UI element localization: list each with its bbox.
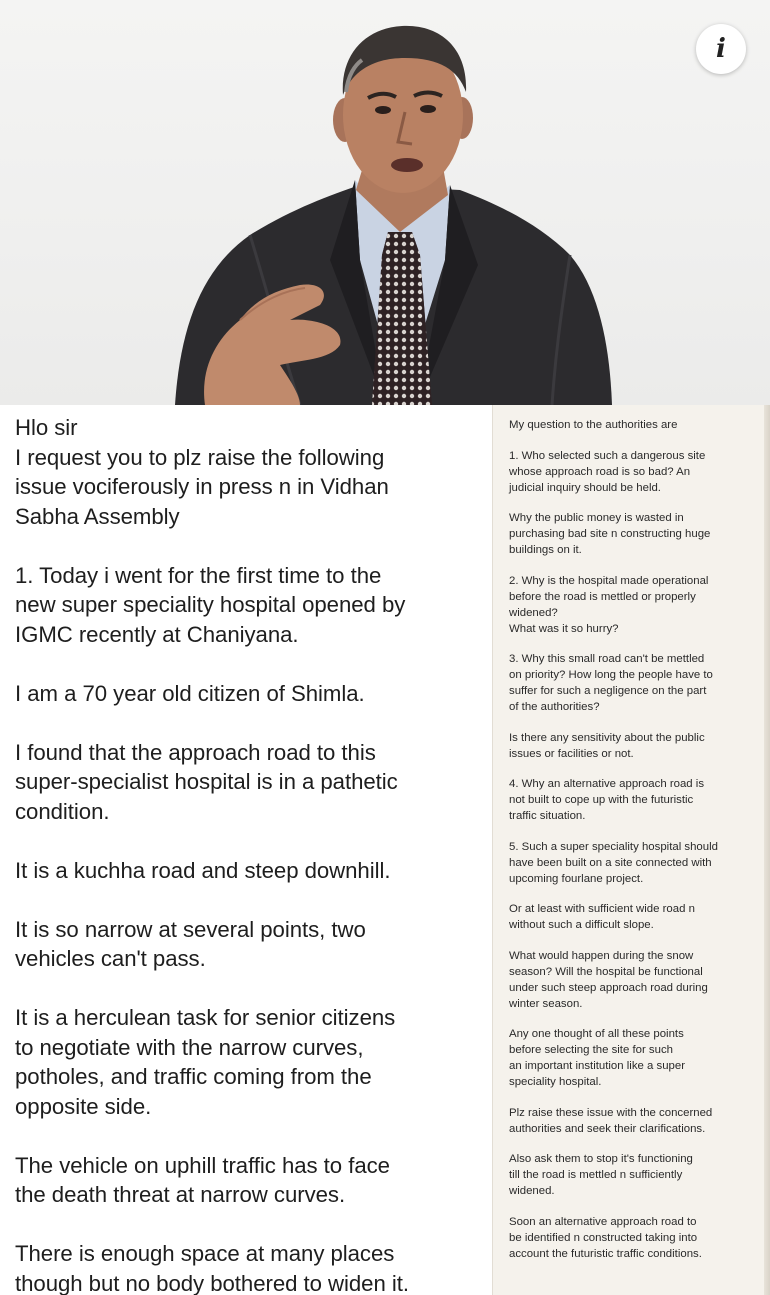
paragraph-gap [509, 496, 770, 511]
message-line: super-specialist hospital is in a pathetic [15, 769, 398, 794]
message-line: new super speciality hospital opened by [15, 592, 406, 617]
paragraph-gap [509, 1137, 770, 1152]
question-line: whose approach road is so bad? An [509, 465, 691, 478]
left-message-panel [0, 405, 490, 1295]
message-line: I am a 70 year old citizen of Shimla. [15, 680, 365, 706]
message-line: though but no body bothered to widen it. [15, 1270, 409, 1295]
question-line: Plz raise these issue with the concerned [509, 1106, 713, 1119]
message-line: Hlo sir [15, 415, 78, 440]
paragraph-gap [509, 762, 770, 777]
paragraph-gap [509, 1199, 770, 1214]
question-line: buildings on it. [509, 544, 582, 556]
question-line: winter season. [509, 997, 583, 1010]
paragraph-gap [509, 433, 770, 448]
paragraph-gap [15, 974, 490, 1004]
paragraph-gap [15, 649, 490, 679]
message-line: It is a herculean task for senior citizens [15, 1005, 396, 1030]
message-line: I request you to plz raise the following [15, 444, 385, 470]
question-line: an important institution like a super [509, 1060, 686, 1072]
message-line: condition. [15, 798, 110, 824]
question-line: season? Will the hospital be functional [509, 965, 703, 978]
message-line: vehicles can't pass. [15, 946, 206, 971]
panel-edge-shadow [764, 405, 770, 1295]
question-line: without such a difficult slope. [509, 919, 654, 931]
question-line: widened. [509, 1185, 555, 1197]
question-line: What would happen during the snow [509, 949, 694, 962]
question-line: traffic situation. [509, 810, 586, 822]
paragraph-gap [509, 558, 770, 573]
question-line: speciality hospital. [509, 1076, 602, 1088]
question-line: before the road is mettled or properly [509, 590, 696, 603]
message-line: The vehicle on uphill traffic has to face [15, 1152, 390, 1178]
question-line: Or at least with sufficient wide road n [509, 903, 695, 915]
paragraph-gap [15, 885, 490, 915]
question-line: on priority? How long the people have to [509, 669, 713, 681]
message-line: 1. Today i went for the first time to the [15, 562, 382, 588]
paragraph-gap [509, 933, 770, 948]
question-line: purchasing bad site n constructing huge [509, 528, 711, 540]
question-line: 3. Why this small road can't be mettled [509, 653, 705, 665]
message-line: I found that the approach road to this [15, 739, 376, 765]
message-line: to negotiate with the narrow curves, [15, 1034, 364, 1060]
paragraph-gap [509, 637, 770, 652]
message-line: It is a kuchha road and steep downhill. [15, 857, 391, 883]
question-line: upcoming fourlane project. [509, 872, 644, 885]
question-line: not built to cope up with the futuristic [509, 794, 694, 806]
paragraph-gap [15, 708, 490, 738]
right-message-text [509, 417, 770, 1262]
message-line: Sabha Assembly [15, 503, 180, 529]
question-line: authorities and seek their clarifications. [509, 1122, 706, 1135]
message-line: the death threat at narrow curves. [15, 1182, 346, 1207]
paragraph-gap [15, 1210, 490, 1240]
question-line: before selecting the site for such [509, 1044, 673, 1056]
paragraph-gap [509, 887, 770, 902]
question-line: Is there any sensitivity about the public [509, 731, 705, 744]
paragraph-gap [509, 1012, 770, 1027]
speaker-photo [0, 0, 770, 405]
message-line: potholes, and traffic coming from the [15, 1064, 372, 1089]
question-line: account the futuristic traffic conditions. [509, 1247, 702, 1260]
speaker-illustration [0, 0, 770, 405]
question-line: Also ask them to stop it's functioning [509, 1153, 693, 1165]
paragraph-gap [509, 824, 770, 839]
question-line: My question to the authorities are [509, 419, 678, 431]
question-line: be identified n constructed taking into [509, 1231, 698, 1244]
question-line: 4. Why an alternative approach road is [509, 778, 705, 790]
question-line: of the authorities? [509, 701, 600, 713]
question-line: under such steep approach road during [509, 981, 708, 994]
question-line: 5. Such a super speciality hospital should [509, 840, 718, 853]
question-line: What was it so hurry? [509, 622, 619, 635]
message-line: opposite side. [15, 1093, 152, 1119]
paragraph-gap [15, 1121, 490, 1151]
question-line: judicial inquiry should be held. [509, 481, 661, 494]
question-line: have been built on a site connected with [509, 856, 712, 869]
paragraph-gap [509, 1090, 770, 1105]
info-button[interactable] [696, 24, 746, 74]
message-line: IGMC recently at Chaniyana. [15, 621, 299, 647]
message-line: It is so narrow at several points, two [15, 916, 366, 942]
paragraph-gap [509, 715, 770, 730]
message-line: issue vociferously in press n in Vidhan [15, 474, 389, 499]
question-line: suffer for such a negligence on the part [509, 685, 707, 697]
question-line: Soon an alternative approach road to [509, 1215, 697, 1228]
question-line: 1. Who selected such a dangerous site [509, 449, 706, 462]
paragraph-gap [15, 531, 490, 561]
right-message-panel [492, 405, 770, 1295]
question-line: issues or facilities or not. [509, 747, 634, 760]
info-icon: i [716, 34, 726, 64]
question-line: till the road is mettled n sufficiently [509, 1169, 683, 1181]
paragraph-gap [15, 826, 490, 856]
question-line: widened? [509, 606, 558, 619]
question-line: 2. Why is the hospital made operational [509, 574, 709, 587]
question-line: Any one thought of all these points [509, 1028, 684, 1040]
question-line: Why the public money is wasted in [509, 512, 684, 524]
message-line: There is enough space at many places [15, 1241, 395, 1266]
